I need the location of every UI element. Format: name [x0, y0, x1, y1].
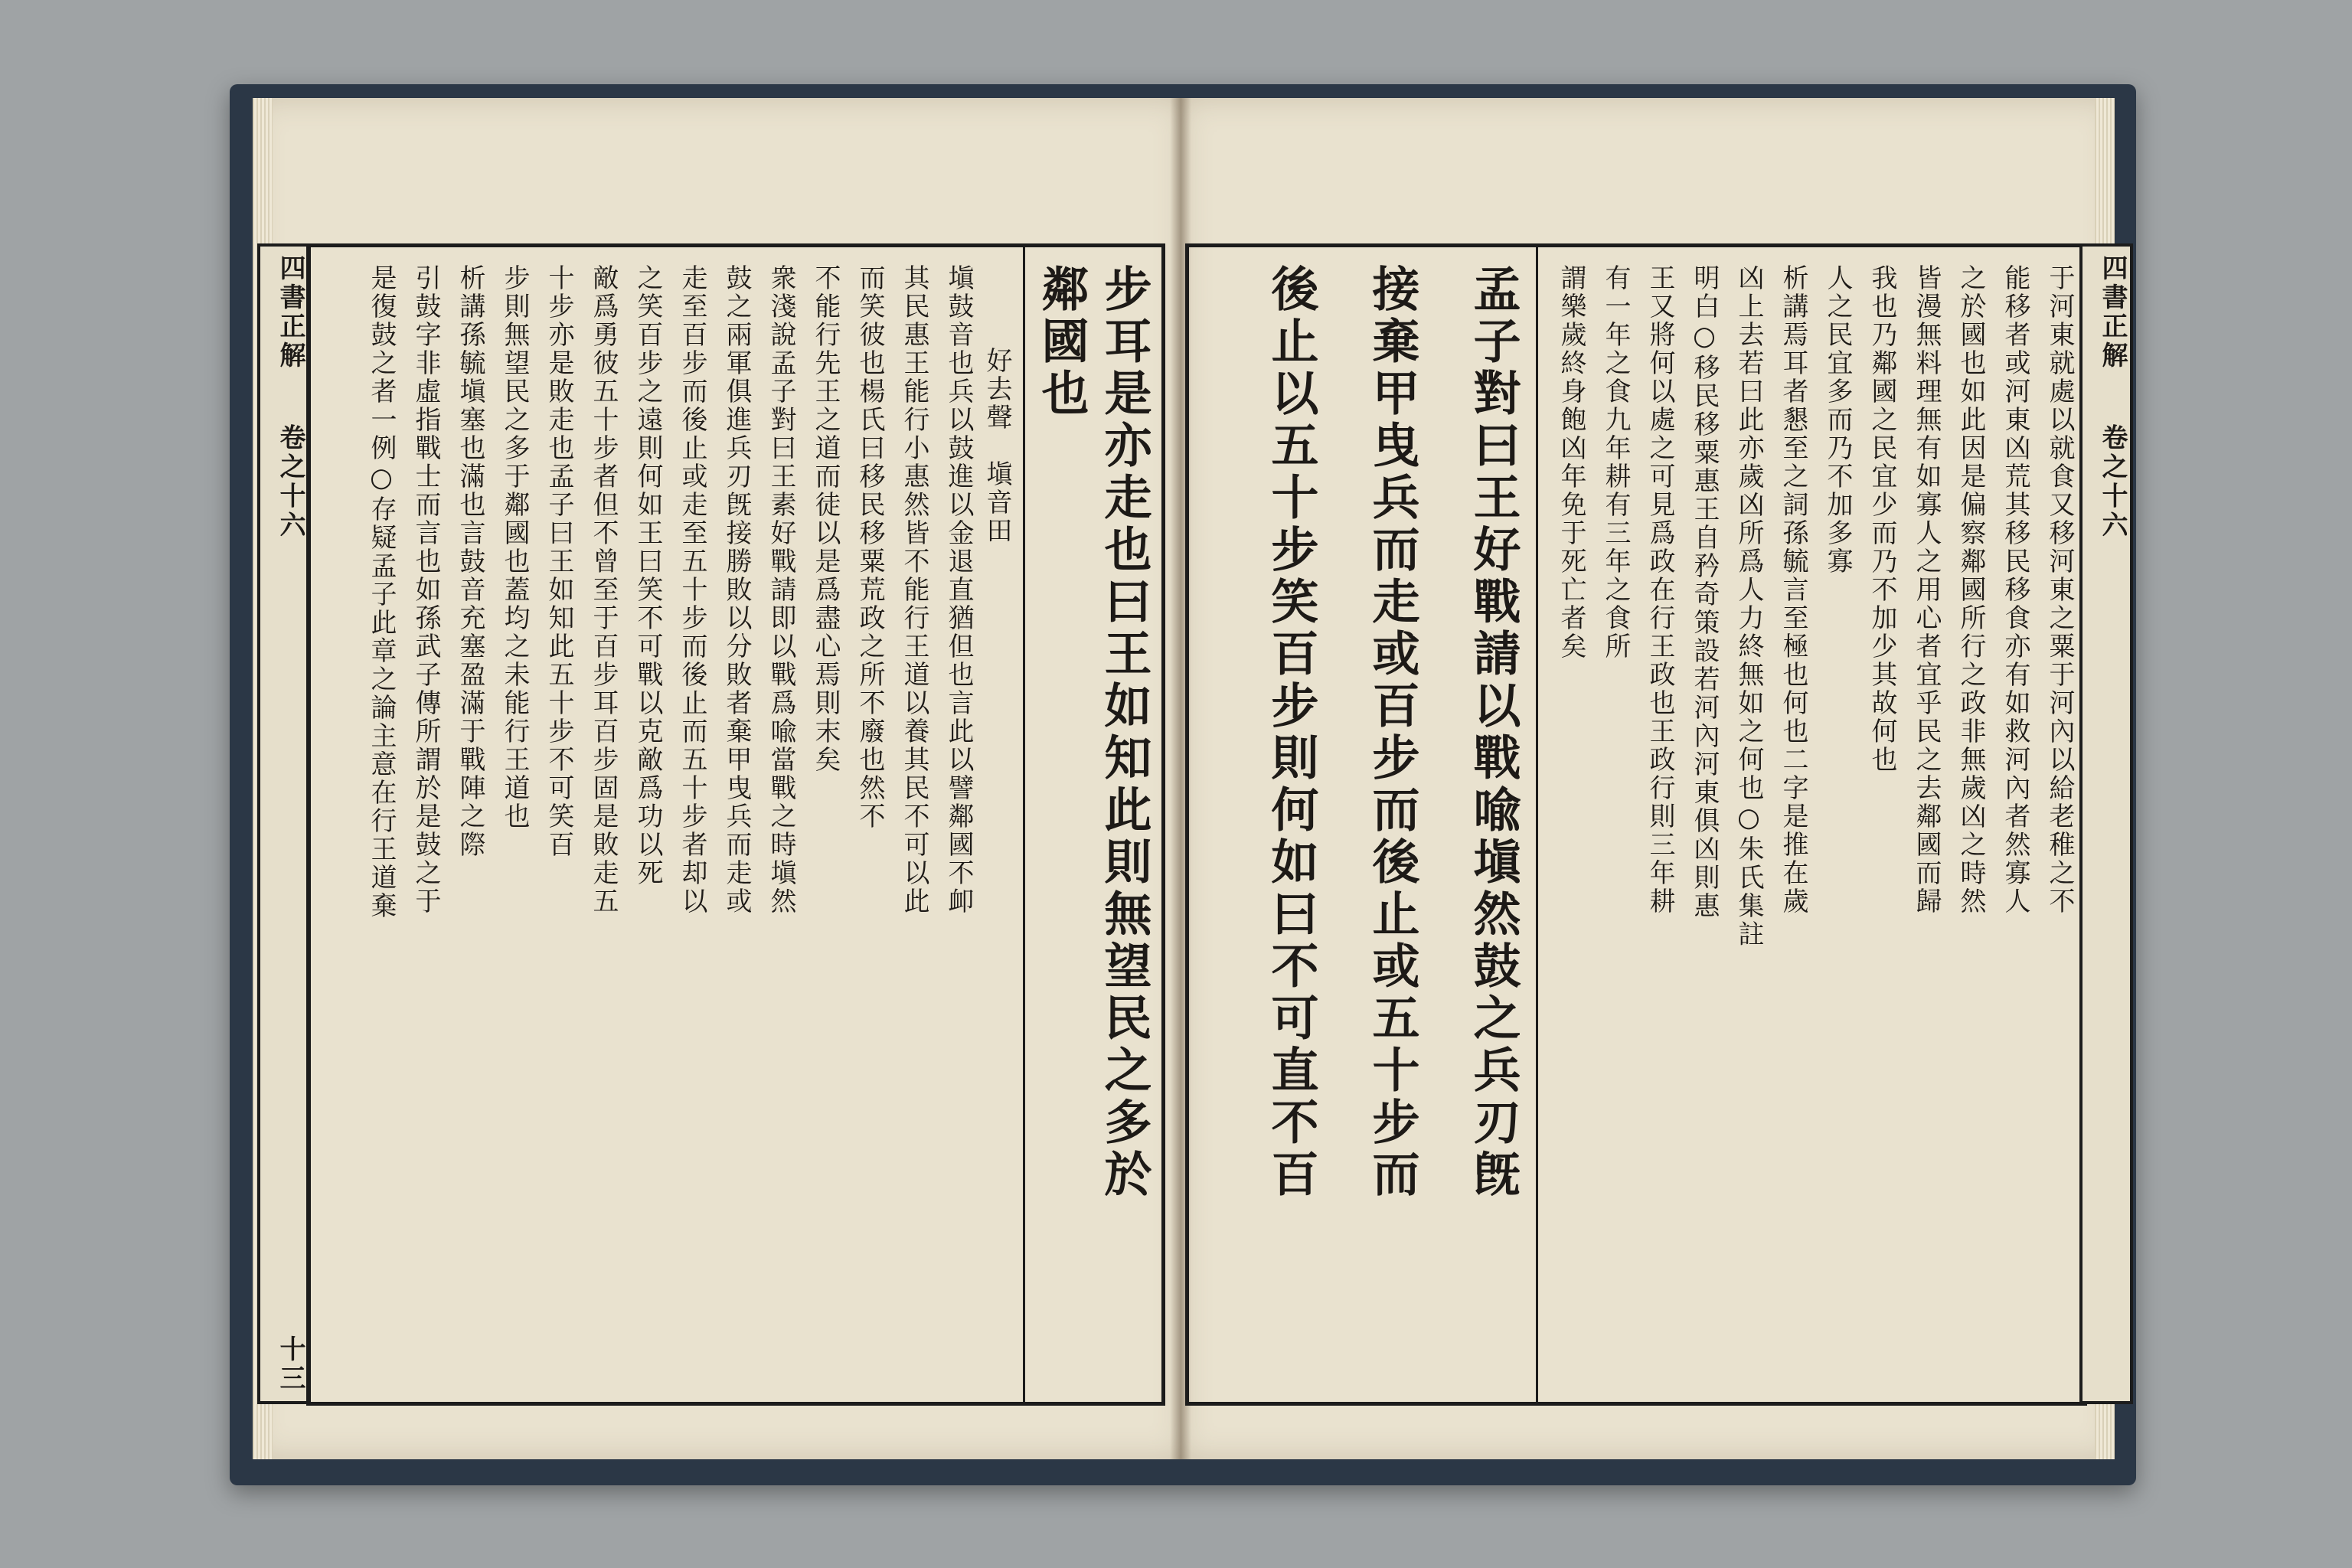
right-commentary-column: 于河東就處以就食又移河東之粟于河內以給老稚之不 [2044, 264, 2075, 916]
left-commentary-column: 其民惠王能行小惠然皆不能行王道以養其民不可以此 [899, 264, 929, 916]
column-divider [1023, 247, 1025, 1402]
left-commentary-column: 敵爲勇彼五十步者但不曾至于百步耳百步固是敗走五 [588, 264, 619, 916]
right-commentary-column: 皆漫無料理無有如寡人之用心者宜乎民之去鄰國而歸 [1911, 264, 1942, 916]
left-commentary-column: 之笑百步之遠則何如王曰笑不可戰以克敵爲功以死 [632, 264, 663, 887]
show-through [1271, 138, 1337, 199]
left-page-margin-strip [257, 243, 311, 1404]
right-margin-text [2087, 254, 2128, 1393]
right-edge-title: 四書正解 [2097, 254, 2128, 371]
right-text-block [1185, 243, 2087, 1406]
left-commentary-column: 好去聲 塡音田 [982, 347, 1012, 545]
left-main-text-column: 鄰國也 [1034, 264, 1089, 420]
right-commentary-column: 能移者或河東凶荒其移民移食亦有如救河內者然寡人 [2000, 264, 2030, 916]
left-text-block [306, 243, 1165, 1406]
right-commentary-column: 凶上去若曰此亦歲凶所爲人力終無如之何也○朱氏集註 [1733, 264, 1764, 949]
right-main-text-column: 接棄甲曳兵而走或百步而後止或五十步而 [1364, 264, 1420, 1201]
right-edge-volume: 卷之十六 [2097, 423, 2128, 541]
left-edge-volume: 卷之十六 [275, 423, 305, 541]
left-commentary-column: 引鼓字非虛指戰士而言也如孫武子傳所謂於是鼓之于 [410, 264, 441, 916]
left-commentary-column: 塡鼓音也兵以鼓進以金退直猶但也言此以譬鄰國不卹 [943, 264, 974, 916]
right-commentary-column: 析講焉耳者懇至之詞孫毓言至極也何也二字是推在歲 [1778, 264, 1808, 916]
left-commentary-column: 步則無望民之多于鄰國也蓋均之未能行王道也 [499, 264, 530, 831]
left-commentary-column: 衆淺說孟子對曰王素好戰請即以戰爲喩當戰之時塡然 [766, 264, 796, 916]
left-main-text-column: 步耳是亦走也曰王如知此則無望民之多於 [1096, 264, 1152, 1201]
left-commentary-column: 十步亦是敗走也孟子曰王如知此五十步不可笑百 [544, 264, 574, 859]
left-commentary-column: 鼓之兩軍俱進兵刃旣接勝敗以分敗者棄甲曳兵而走或 [721, 264, 752, 916]
right-commentary-column: 之於國也如此因是偏察鄰國所行之政非無歲凶之時然 [1955, 264, 1986, 916]
right-commentary-column: 我也乃鄰國之民宜少而乃不加少其故何也 [1867, 264, 1897, 774]
left-edge-title: 四書正解 [275, 254, 305, 371]
right-commentary-column: 明白○移民移粟惠王自矜奇策設若河內河東俱凶則惠 [1689, 264, 1720, 920]
right-commentary-column: 人之民宜多而乃不加多寡 [1822, 264, 1853, 576]
right-commentary-column: 王又將何以處之可見爲政在行王政也王政行則三年耕 [1645, 264, 1675, 916]
column-divider [1536, 247, 1538, 1402]
right-main-text-column: 後止以五十步笑百步則何如曰不可直不百 [1263, 264, 1319, 1201]
left-commentary-column: 不能行先王之道而徒以是爲盡心焉則末矣 [810, 264, 841, 774]
right-main-text-column: 孟子對曰王好戰請以戰喩塡然鼓之兵刃旣 [1465, 264, 1521, 1201]
left-commentary-column: 是復鼓之者一例○存疑孟子此章之論主意在行王道棄 [366, 264, 397, 920]
left-margin-text [265, 254, 303, 1393]
left-edge-page-number: 十三 [275, 1335, 305, 1393]
left-commentary-column: 析講孫毓塡塞也滿也言鼓音充塞盈滿于戰陣之際 [455, 264, 485, 859]
right-commentary-column: 有一年之食九年耕有三年之食所 [1600, 264, 1631, 661]
left-commentary-column: 而笑彼也楊氏曰移民移粟荒政之所不廢也然不 [854, 264, 885, 831]
left-commentary-column: 走至百步而後止或走至五十步而後止而五十步者却以 [677, 264, 707, 916]
right-page-margin-strip [2079, 243, 2133, 1404]
right-commentary-column: 謂樂歲終身飽凶年免于死亡者矣 [1556, 264, 1586, 661]
